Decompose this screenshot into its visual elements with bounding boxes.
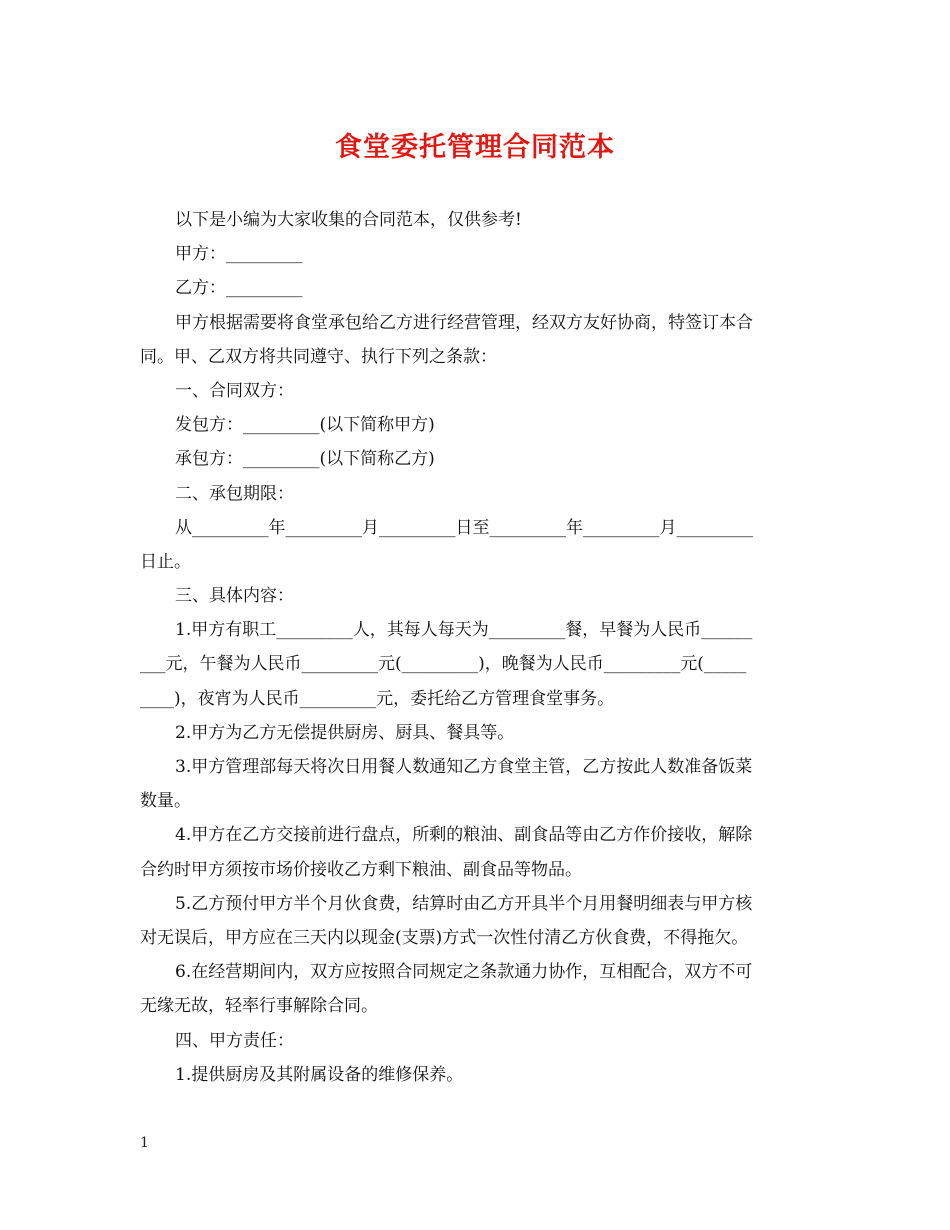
text-line: ___元，午餐为人民币_________元(_________)，晚餐为人民币_________元(_____ bbox=[140, 654, 747, 675]
text-line: 四、甲方责任： bbox=[175, 1030, 294, 1051]
text-line: 1.甲方有职工_________人，其每人每天为_________餐，早餐为人民币______ bbox=[175, 620, 753, 641]
text-line: 合约时甲方须按市场价接收乙方剩下粮油、副食品等物品。 bbox=[140, 859, 582, 880]
text-line: 日止。 bbox=[140, 551, 191, 572]
text-line: 一、合同双方： bbox=[175, 380, 294, 401]
document-title: 食堂委托管理合同范本 bbox=[335, 132, 615, 163]
text-line: 5.乙方预付甲方半个月伙食费，结算时由乙方开具半个月用餐明细表与甲方核 bbox=[175, 893, 753, 914]
text-line: ____)，夜宵为人民币_________元，委托给乙方管理食堂事务。 bbox=[140, 688, 615, 709]
text-line: 2.甲方为乙方无偿提供厨房、厨具、餐具等。 bbox=[175, 722, 515, 743]
text-line: 4.甲方在乙方交接前进行盘点，所剩的粮油、副食品等由乙方作价接收，解除 bbox=[175, 825, 753, 846]
text-line: 数量。 bbox=[140, 791, 191, 812]
document-body bbox=[140, 203, 812, 1092]
text-line: 承包方：_________(以下简称乙方) bbox=[175, 449, 435, 470]
text-line: 3.甲方管理部每天将次日用餐人数通知乙方食堂主管，乙方按此人数准备饭菜 bbox=[175, 757, 753, 777]
page-number: 1 bbox=[140, 1135, 149, 1151]
text-line: 1.提供厨房及其附属设备的维修保养。 bbox=[175, 1064, 464, 1085]
text-line: 三、具体内容： bbox=[175, 586, 294, 607]
text-line: 6.在经营期间内，双方应按照合同规定之条款通力协作，互相配合，双方不可 bbox=[175, 962, 753, 983]
text-line: 无缘无故，轻率行事解除合同。 bbox=[140, 996, 378, 1017]
text-line: 以下是小编为大家收集的合同范本，仅供参考! bbox=[175, 210, 522, 230]
text-line: 发包方：_________(以下简称甲方) bbox=[175, 415, 435, 436]
text-line: 甲方根据需要将食堂承包给乙方进行经营管理，经双方友好协商，特签订本合 bbox=[175, 312, 753, 333]
text-line: 同。甲、乙双方将共同遵守、执行下列之条款： bbox=[140, 346, 497, 367]
text-line: 乙方：_________ bbox=[175, 278, 303, 299]
text-line: 从_________年_________月_________日至_________年_________月_________ bbox=[175, 517, 753, 538]
text-line: 甲方：_________ bbox=[175, 244, 303, 265]
text-line: 二、承包期限： bbox=[175, 483, 294, 504]
text-line: 对无误后，甲方应在三天内以现金(支票)方式一次性付清乙方伙食费，不得拖欠。 bbox=[140, 927, 749, 948]
